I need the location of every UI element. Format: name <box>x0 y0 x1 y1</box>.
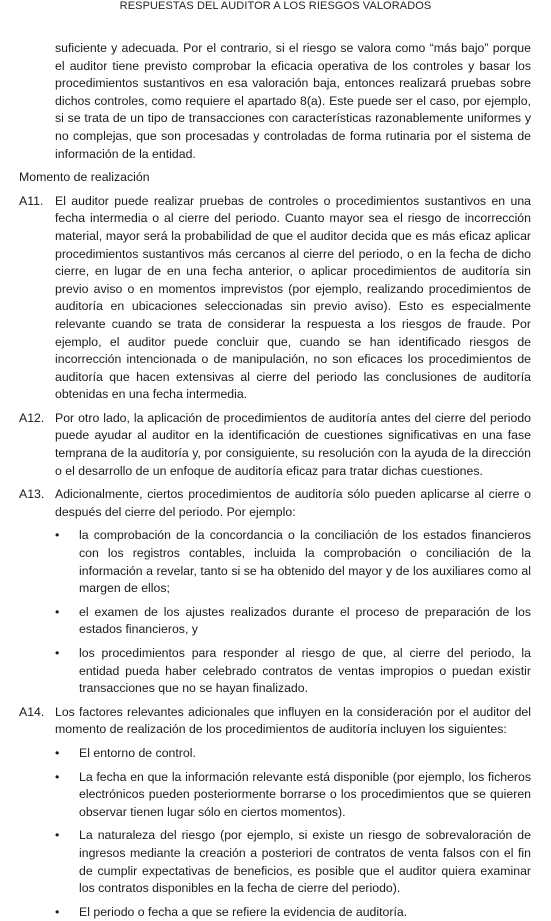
list-item-text: El periodo o fecha a que se refiere la evidencia de auditoría. <box>79 904 408 919</box>
paragraph-text: Por otro lado, la aplicación de procedimientos de auditoría antes del cierre del periodo puede ayudar al auditor en la identificación de cuestiones significativas en una fase temprana de la auditoría y, por consiguiente, su resolución con la ayuda de la dirección o el desarrollo de un enfoque de auditoría eficaz para tratar dichas cuestiones. <box>55 410 531 478</box>
list-item <box>55 769 531 822</box>
paragraph-body <box>55 486 531 698</box>
paragraph-text: Adicionalmente, ciertos procedimientos de auditoría sólo pueden aplicarse al cierre o después del cierre del periodo. Por ejemplo: <box>55 487 531 519</box>
list-item <box>55 604 531 639</box>
list-item <box>55 527 531 597</box>
list-item <box>55 645 531 698</box>
bullet-icon: • <box>55 604 60 619</box>
bullet-list <box>55 527 531 697</box>
paragraph-text: El auditor puede realizar pruebas de controles o procedimientos sustantivos en una fecha intermedia o al cierre del periodo. Cuanto mayor sea el riesgo de incorrección material, mayor será la probabilidad de que el auditor decida que es más eficaz aplicar procedimientos sustantivos más cercanos al cierre del periodo, o en la fecha de dicho cierre, en lugar de en una fecha anterior, o aplicar procedimientos de auditoría sin previo aviso o en momentos imprevistos (por ejemplo, realizando procedimientos de auditoría en ubicaciones seleccionadas sin previo aviso). Esto es especialmente relevante cuando se trata de considerar la respuesta a los riesgos de fraude. Por ejemplo, el auditor puede concluir que, cuando se han identificado riesgos de incorrección intencionada o de manipulación, no son eficaces los procedimientos de auditoría que hacen extensivas al cierre del periodo las conclusiones de auditoría obtenidas en una fecha intermedia. <box>55 193 531 402</box>
paragraph-body <box>55 704 531 921</box>
paragraph-a12 <box>19 410 531 480</box>
bullet-icon: • <box>55 904 60 919</box>
paragraph-number: A13. <box>19 487 45 502</box>
bullet-icon: • <box>55 646 60 660</box>
bullet-icon: • <box>55 745 60 760</box>
paragraph-text: Los factores relevantes adicionales que influyen en la consideración por el auditor del momento de realización de los procedimientos de auditoría incluyen los siguientes: <box>55 704 531 737</box>
section-heading: Momento de realización <box>19 170 150 185</box>
continuation-paragraph: suficiente y adecuada. Por el contrario, si el riesgo se valora como “más bajo” porque el auditor tiene previsto comprobar la eficacia operativa de los controles y basar los procedimientos sustantivos en esa valoración baja, entonces realizará pruebas sobre dichos controles, como requiere el apartado 8(a). Este puede ser el caso, por ejemplo, si se trata de un tipo de transacciones con características razonablemente uniformes y no complejas, que son procesadas y controladas de forma rutinaria por el sistema de información de la entidad. <box>55 41 531 161</box>
bullet-icon: • <box>55 528 60 543</box>
paragraph-a14 <box>19 704 531 921</box>
paragraph-a11 <box>19 193 531 404</box>
list-item <box>55 904 531 921</box>
list-item-text: el examen de los ajustes realizados durante el proceso de preparación de los estados financieros, y <box>79 604 531 637</box>
bullet-icon: • <box>55 769 60 784</box>
list-item <box>55 745 531 763</box>
list-item <box>55 827 531 897</box>
list-item-text: La fecha en que la información relevante está disponible (por ejemplo, los ficheros electrónicos pueden posteriormente borrarse o los procedimientos que se quieren observar tienen lugar sólo en ciertos momentos). <box>79 769 531 819</box>
page-header: RESPUESTAS DEL AUDITOR A LOS RIESGOS VALORADOS <box>119 0 432 12</box>
list-item-text: La naturaleza del riesgo (por ejemplo, si existe un riesgo de sobrevaloración de ingresos mediante la creación a posteriori de contratos de venta falsos con el fin de cumplir expectativas de beneficios, es posible que el auditor quiera examinar los contratos disponibles en la fecha de cierre del periodo). <box>79 828 531 896</box>
paragraph-number: A14. <box>19 704 45 719</box>
paragraph-a13 <box>19 486 531 698</box>
list-item-text: los procedimientos para responder al riesgo de que, al cierre del periodo, la entidad pueda haber celebrado contratos de ventas impropios o puedan existir transacciones que no se hayan finalizado. <box>79 646 531 696</box>
bullet-list <box>55 745 531 921</box>
paragraph-number: A11. <box>19 193 44 208</box>
list-item-text: El entorno de control. <box>79 745 196 760</box>
list-item-text: la comprobación de la concordancia o la conciliación de los estados financieros con los registros contables, incluida la comprobación o conciliación de la información a revelar, tanto si se ha obtenido del mayor y de los auxiliares como al margen de ellos; <box>79 528 531 596</box>
paragraph-number: A12. <box>19 410 45 425</box>
document-body <box>19 40 531 921</box>
bullet-icon: • <box>55 828 60 843</box>
